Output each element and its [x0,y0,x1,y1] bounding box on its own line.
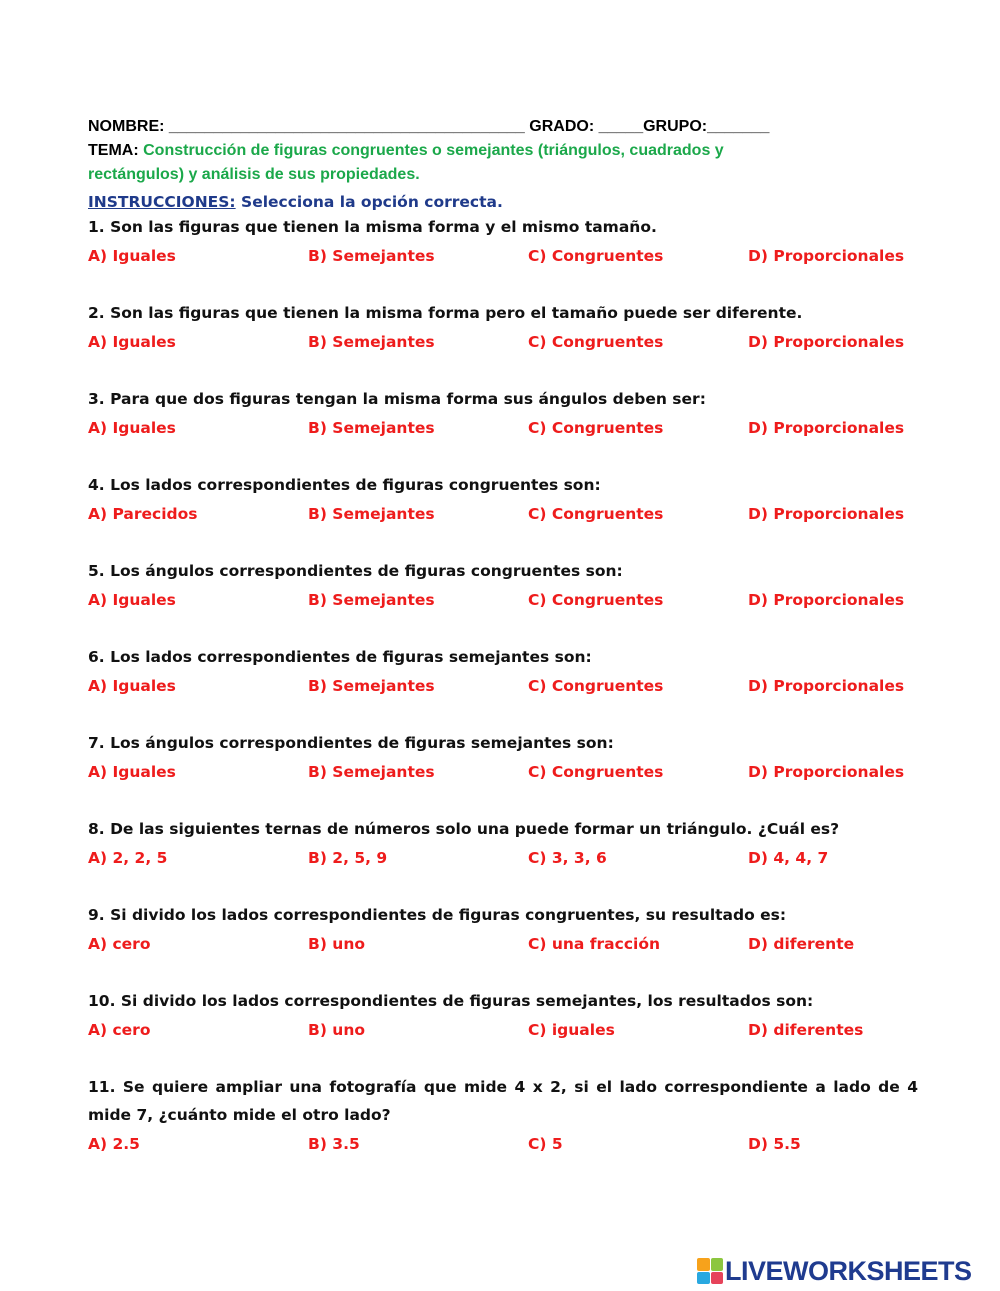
answer-option-b[interactable]: B) uno [308,935,366,953]
spacer [88,787,918,815]
spacer [88,443,918,471]
question-3 [88,385,918,443]
answer-option-b[interactable]: B) Semejantes [308,247,435,265]
answer-options [88,585,918,615]
question-8 [88,815,918,873]
answer-option-b[interactable]: B) 3.5 [308,1135,360,1153]
answer-option-a[interactable]: A) Iguales [88,591,176,609]
answer-option-b[interactable]: B) Semejantes [308,505,435,523]
answer-option-d[interactable]: D) 5.5 [748,1135,801,1153]
question-4 [88,471,918,529]
answer-option-b[interactable]: B) Semejantes [308,591,435,609]
question-text: 8. De las siguientes ternas de números solo una puede formar un triángulo. ¿Cuál es? [88,820,840,838]
answer-option-d[interactable]: D) Proporcionales [748,591,905,609]
answer-option-b[interactable]: B) uno [308,1021,366,1039]
answer-options [88,757,918,787]
answer-option-d[interactable]: D) diferentes [748,1021,864,1039]
question-text: 2. Son las figuras que tienen la misma forma pero el tamaño puede ser diferente. [88,304,803,322]
question-1 [88,213,918,271]
question-5 [88,557,918,615]
answer-option-a[interactable]: A) Iguales [88,677,176,695]
question-text: 7. Los ángulos correspondientes de figuras semejantes son: [88,734,614,752]
question-text: 3. Para que dos figuras tengan la misma forma sus ángulos deben ser: [88,390,706,408]
answer-options [88,327,918,357]
spacer [88,529,918,557]
answer-option-c[interactable]: C) Congruentes [528,763,664,781]
answer-options [88,413,918,443]
question-list [88,213,918,1159]
spacer [88,357,918,385]
answer-options [88,1015,918,1045]
answer-option-c[interactable]: C) Congruentes [528,419,664,437]
answer-option-a[interactable]: A) Iguales [88,419,176,437]
answer-option-c[interactable]: C) Congruentes [528,591,664,609]
instructions [88,191,918,213]
answer-option-a[interactable]: A) cero [88,1021,151,1039]
spacer [88,959,918,987]
question-10 [88,987,918,1045]
answer-option-d[interactable]: D) Proporcionales [748,247,905,265]
worksheet [88,116,918,1159]
topic-text: Construcción de figuras congruentes o semejantes (triángulos, cuadrados y rectángulos) y análisis de sus propiedades. [88,142,724,183]
answer-option-d[interactable]: D) Proporcionales [748,763,905,781]
question-2 [88,299,918,357]
answer-option-c[interactable]: C) Congruentes [528,505,664,523]
answer-option-b[interactable]: B) 2, 5, 9 [308,849,388,867]
question-text: 4. Los lados correspondientes de figuras congruentes son: [88,476,601,494]
answer-option-a[interactable]: A) cero [88,935,151,953]
question-6 [88,643,918,701]
question-text: 9. Si divido los lados correspondientes de figuras congruentes, su resultado es: [88,906,787,924]
brand-text: LIVEWORKSHEETS [725,1255,972,1286]
answer-option-d[interactable]: D) 4, 4, 7 [748,849,829,867]
answer-option-a[interactable]: A) 2.5 [88,1135,140,1153]
answer-options [88,843,918,873]
answer-option-c[interactable]: C) Congruentes [528,247,664,265]
answer-option-b[interactable]: B) Semejantes [308,333,435,351]
answer-option-a[interactable]: A) Iguales [88,247,176,265]
answer-option-d[interactable]: D) diferente [748,935,855,953]
answer-option-a[interactable]: A) Iguales [88,763,176,781]
spacer [88,271,918,299]
answer-option-c[interactable]: C) Congruentes [528,677,664,695]
answer-option-d[interactable]: D) Proporcionales [748,505,905,523]
question-7 [88,729,918,787]
answer-options [88,929,918,959]
question-text: 1. Son las figuras que tienen la misma forma y el mismo tamaño. [88,218,657,236]
spacer [88,1045,918,1073]
answer-option-c[interactable]: C) iguales [528,1021,615,1039]
instructions-text: Selecciona la opción correcta. [241,193,503,211]
liveworksheets-logo-icon [697,1258,723,1284]
question-text: 5. Los ángulos correspondientes de figuras congruentes son: [88,562,623,580]
topic [88,139,818,187]
answer-option-a[interactable]: A) 2, 2, 5 [88,849,168,867]
topic-label: TEMA: [88,142,139,159]
answer-option-b[interactable]: B) Semejantes [308,677,435,695]
spacer [88,873,918,901]
answer-option-b[interactable]: B) Semejantes [308,419,435,437]
answer-option-d[interactable]: D) Proporcionales [748,677,905,695]
spacer [88,615,918,643]
question-text: 11. Se quiere ampliar una fotografía que mide 4 x 2, si el lado correspondiente a lado de 4 mide 7, ¿cuánto mide el otro lado? [88,1078,918,1124]
liveworksheets-brand [697,1257,972,1285]
answer-option-a[interactable]: A) Parecidos [88,505,198,523]
instructions-label: INSTRUCCIONES: [88,193,236,211]
answer-option-d[interactable]: D) Proporcionales [748,419,905,437]
answer-options [88,241,918,271]
question-text: 10. Si divido los lados correspondientes de figuras semejantes, los resultados son: [88,992,814,1010]
answer-options [88,671,918,701]
answer-option-c[interactable]: C) una fracción [528,935,660,953]
answer-options [88,499,918,529]
name-grade-group-line: NOMBRE: ________________________________________ GRADO: _____GRUPO:_______ [88,118,770,135]
answer-option-b[interactable]: B) Semejantes [308,763,435,781]
question-9 [88,901,918,959]
spacer [88,701,918,729]
question-text: 6. Los lados correspondientes de figuras semejantes son: [88,648,592,666]
answer-options [88,1129,918,1159]
answer-option-d[interactable]: D) Proporcionales [748,333,905,351]
question-11 [88,1073,918,1159]
answer-option-a[interactable]: A) Iguales [88,333,176,351]
answer-option-c[interactable]: C) 5 [528,1135,563,1153]
answer-option-c[interactable]: C) 3, 3, 6 [528,849,607,867]
answer-option-c[interactable]: C) Congruentes [528,333,664,351]
